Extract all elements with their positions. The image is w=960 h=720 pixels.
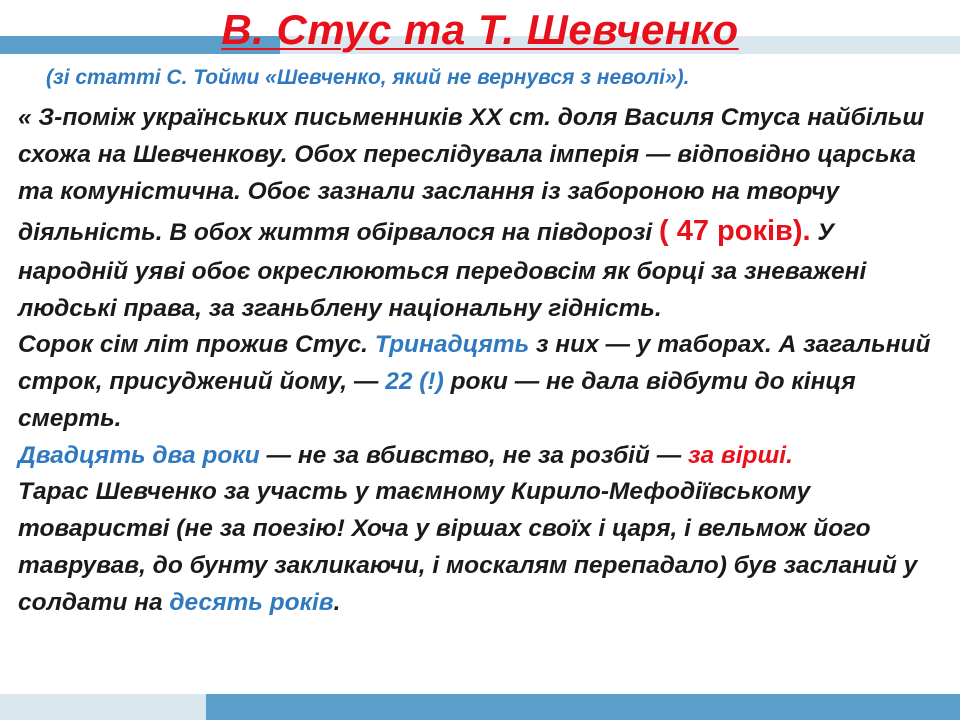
paragraph-1-text-a: « З-поміж українських письменників ХХ ст. доля Василя Стуса найбільш схожа на Шевченкову. Обох переслідувала імперія — відповідно царська та комуністична. Обоє зазнали заслання із забороною на творчу діяльність. В обох життя обірвалося на півдорозі <box>18 104 925 247</box>
paragraph-3-text-a: — не за вбивство, не за розбій — <box>259 441 688 469</box>
bottom-accent-bar <box>206 694 960 720</box>
paragraph-4-highlight: десять років <box>169 588 334 616</box>
slide-title: В. Стус та Т. Шевченко <box>221 6 739 53</box>
paragraph-3 <box>18 438 948 475</box>
slide-subtitle: (зі статті С. Тойми «Шевченко, який не вернувся з неволі»). <box>46 66 690 89</box>
paragraph-2-highlight-b: 22 (!) <box>385 368 444 395</box>
paragraph-4-text-b: . <box>333 588 341 616</box>
paragraph-2 <box>18 327 948 437</box>
paragraph-2-text-c: роки — не дала відбути до кінця смерть. <box>18 368 856 432</box>
paragraph-2-highlight-a: Тринадцять <box>374 331 530 359</box>
paragraph-1-text-b: У народній уяві обоє окреслюються передовсім як борці за зневажені людські права, за зганьблену національну гідність. <box>18 219 867 322</box>
paragraph-2-text-a: Сорок сім літ прожив Стус. <box>18 331 375 359</box>
paragraph-3-highlight-a: Двадцять два роки <box>18 441 260 469</box>
paragraph-1 <box>18 100 948 327</box>
paragraph-4 <box>18 474 948 621</box>
slide-body <box>18 100 948 621</box>
paragraph-4-text-a: Тарас Шевченко за участь у таємному Кирило-Мефодіївському товаристві (не за поезію! Хоча у віршах своїх і царя, і вельмож його таврував, до бунту закликаючи, і москалям перепадало) був засланий у солдати на <box>18 478 918 616</box>
paragraph-3-highlight-b: за вірші. <box>688 441 793 469</box>
paragraph-2-text-b: з них — у таборах. А загальний строк, присуджений йому, — <box>18 331 931 395</box>
paragraph-1-highlight: ( 47 років). <box>658 215 811 248</box>
